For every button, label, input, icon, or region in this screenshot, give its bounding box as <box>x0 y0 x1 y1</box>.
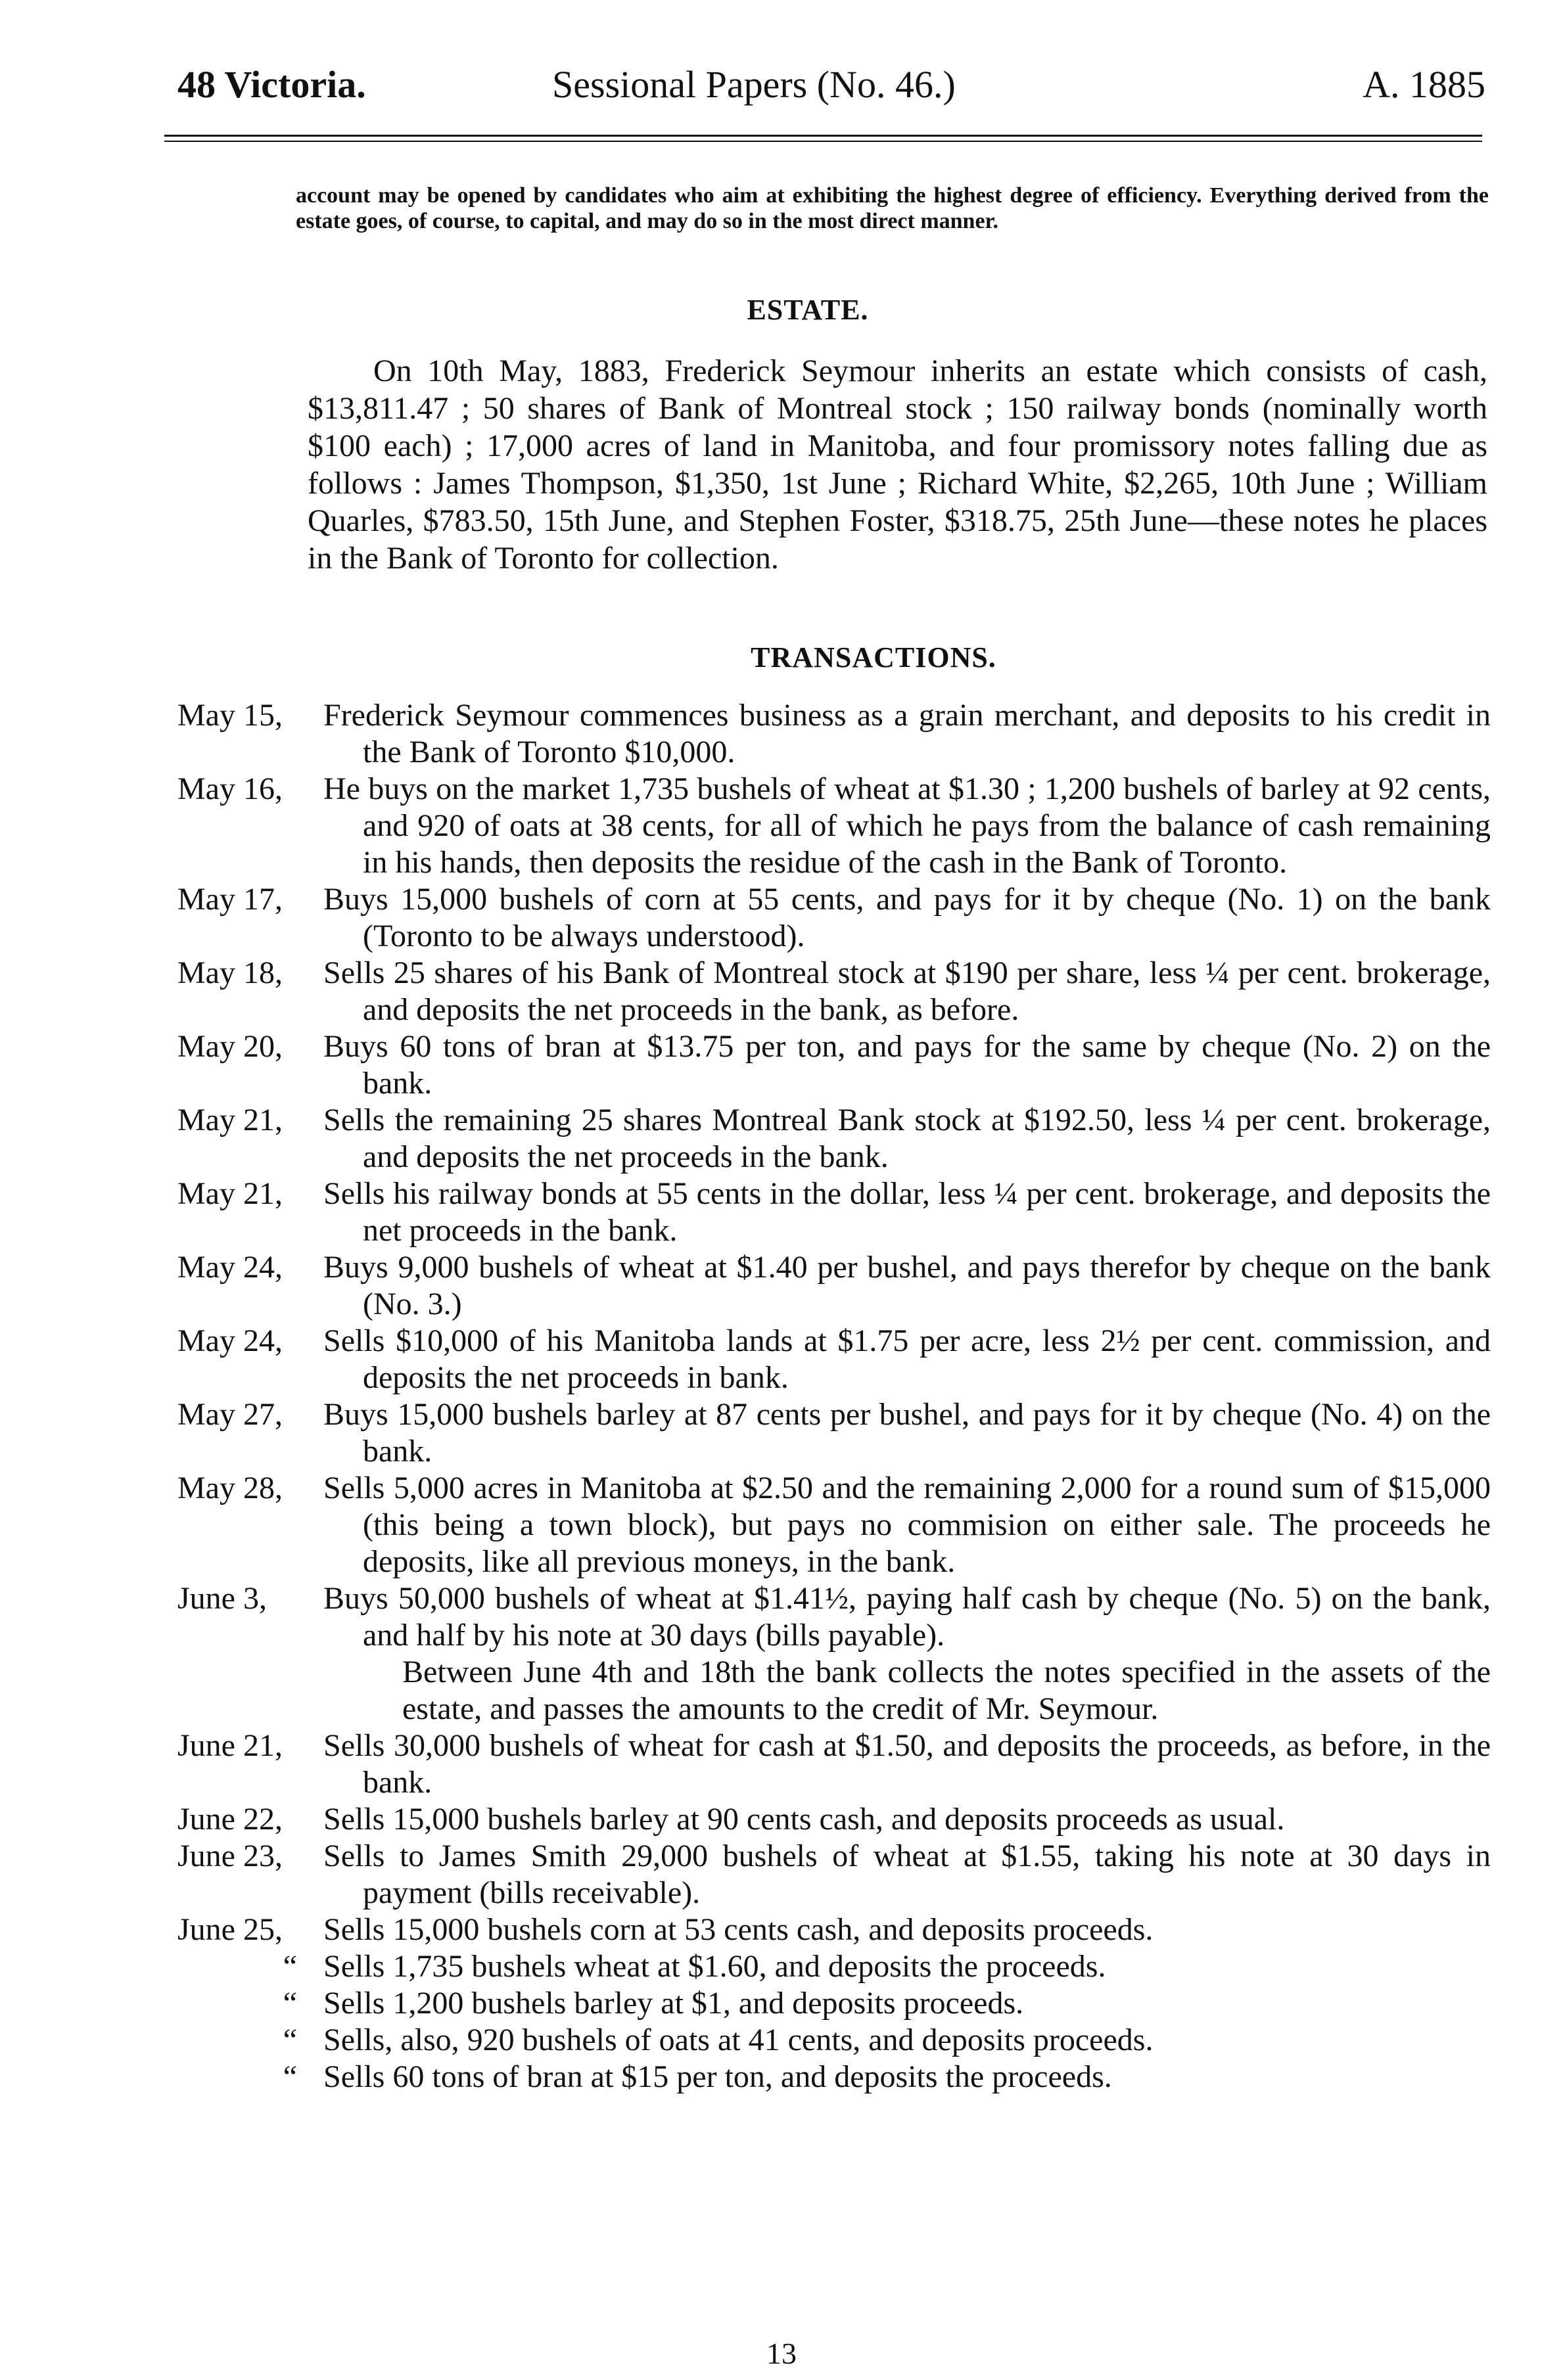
transaction-entry <box>177 771 1491 881</box>
entry-ditto-mark: “ <box>283 1949 297 1984</box>
entry-text: Sells $10,000 of his Manitoba lands at $1.75 per acre, less 2½ per cent. commission, and deposits the net proceeds in bank. <box>323 1323 1491 1395</box>
entry-date: June 25, <box>177 1912 283 1947</box>
entry-date: May 16, <box>177 771 283 806</box>
entry-date: May 20, <box>177 1029 283 1064</box>
transactions-heading: TRANSACTIONS. <box>751 641 996 674</box>
transaction-entry <box>177 881 1491 955</box>
entry-date: May 28, <box>177 1471 283 1505</box>
entry-text: Sells 15,000 bushels corn at 53 cents cash, and deposits proceeds. <box>323 1912 1154 1947</box>
transaction-entry <box>177 697 1491 771</box>
entry-text: Buys 15,000 bushels barley at 87 cents per bushel, and pays for it by cheque (No. 4) on the bank. <box>323 1397 1491 1469</box>
transaction-entry <box>177 1948 1491 1985</box>
entry-text: Buys 15,000 bushels of corn at 55 cents, and pays for it by cheque (No. 1) on the bank (Toronto to be always understood). <box>323 882 1491 953</box>
transaction-entry <box>177 1728 1491 1801</box>
estate-heading: ESTATE. <box>747 294 869 326</box>
entry-date: May 17, <box>177 882 283 917</box>
header-rule-top <box>164 135 1482 137</box>
entry-ditto-mark: “ <box>283 2059 297 2094</box>
transaction-entry <box>177 1985 1491 2022</box>
entry-text: Buys 9,000 bushels of wheat at $1.40 per bushel, and pays therefor by cheque on the bank (No. 3.) <box>323 1250 1491 1321</box>
entry-date: May 21, <box>177 1176 283 1211</box>
transaction-entry <box>177 1249 1491 1323</box>
estate-paragraph: On 10th May, 1883, Frederick Seymour inherits an estate which consists of cash, $13,811.47 ; 50 shares of Bank of Montreal stock ; 150 railway bonds (nominally worth $100 each) ; 17,000 acres of land in Manitoba, and four promissory notes falling due as follows : James Thompson, $1,350, 1st June ; Richard White, $2,265, 10th June ; William Quarles, $783.50, 15th June, and Stephen Foster, $318.75, 25th June—these notes he places in the Bank of Toronto for collection. <box>308 354 1487 576</box>
transaction-entry <box>177 1838 1491 1911</box>
entry-text: Sells his railway bonds at 55 cents in the dollar, less ¼ per cent. brokerage, and deposits the net proceeds in the bank. <box>323 1176 1491 1248</box>
transaction-entry <box>177 1028 1491 1102</box>
transaction-entry <box>177 1176 1491 1249</box>
entry-ditto-mark: “ <box>283 1986 297 2021</box>
entry-text: Sells, also, 920 bushels of oats at 41 cents, and deposits proceeds. <box>323 2023 1154 2057</box>
header-title: Sessional Papers (No. 46.) <box>552 63 956 106</box>
entry-text: Buys 60 tons of bran at $13.75 per ton, and pays for the same by cheque (No. 2) on the bank. <box>323 1029 1491 1101</box>
entry-text: Sells the remaining 25 shares Montreal Bank stock at $192.50, less ¼ per cent. brokerage, and deposits the net proceeds in the bank. <box>323 1103 1491 1174</box>
entry-text: Sells 15,000 bushels barley at 90 cents cash, and deposits proceeds as usual. <box>323 1802 1285 1837</box>
entry-text: He buys on the market 1,735 bushels of wheat at $1.30 ; 1,200 bushels of barley at 92 cents, and 920 of oats at 38 cents, for all of which he pays from the balance of cash remaining in his hands, then deposits the residue of the cash in the Bank of Toronto. <box>323 771 1491 880</box>
header-rule-bottom <box>164 141 1482 142</box>
entry-text: Sells 25 shares of his Bank of Montreal stock at $190 per share, less ¼ per cent. brokerage, and deposits the net proceeds in the bank, as before. <box>323 955 1491 1027</box>
entry-text: Frederick Seymour commences business as a grain merchant, and deposits to his credit in the Bank of Toronto $10,000. <box>323 698 1491 769</box>
entry-ditto-mark: “ <box>283 2023 297 2057</box>
entry-text: Sells to James Smith 29,000 bushels of wheat at $1.55, taking his note at 30 days in payment (bills receivable). <box>323 1839 1491 1910</box>
entry-date: May 21, <box>177 1103 283 1137</box>
transaction-entry <box>177 955 1491 1028</box>
transaction-entry <box>177 1396 1491 1470</box>
page-number: 13 <box>766 2337 797 2370</box>
transaction-entry <box>177 2059 1491 2095</box>
transaction-entry <box>177 1102 1491 1176</box>
transactions-list <box>177 697 1491 2095</box>
entry-date: May 15, <box>177 698 283 733</box>
header-year: A. 1885 <box>1363 63 1485 106</box>
entry-text: Sells 30,000 bushels of wheat for cash at $1.50, and deposits the proceeds, as before, in the bank. <box>323 1728 1491 1800</box>
transaction-entry <box>177 1911 1491 1948</box>
entry-text: Buys 50,000 bushels of wheat at $1.41½, paying half cash by cheque (No. 5) on the bank, and half by his note at 30 days (bills payable). <box>323 1581 1491 1653</box>
entry-date: May 18, <box>177 955 283 990</box>
entry-text: Sells 1,200 bushels barley at $1, and deposits proceeds. <box>323 1986 1024 2021</box>
page-header <box>177 62 1485 115</box>
transaction-entry <box>177 1801 1491 1838</box>
transaction-entry <box>177 1323 1491 1396</box>
entry-text: Sells 5,000 acres in Manitoba at $2.50 and the remaining 2,000 for a round sum of $15,000 (this being a town block), but pays no commision on either sale. The proceeds he deposits, like all previous moneys, in the bank. <box>323 1471 1491 1579</box>
intro-paragraph: account may be opened by candidates who aim at exhibiting the highest degree of efficiency. Everything derived from the estate goes, of course, to capital, and may do so in the most direct manner. <box>296 183 1489 233</box>
entry-date: June 21, <box>177 1728 283 1763</box>
entry-date: June 23, <box>177 1839 283 1873</box>
entry-date: June 3, <box>177 1581 267 1616</box>
entry-date: May 27, <box>177 1397 283 1432</box>
entry-date: May 24, <box>177 1250 283 1285</box>
entry-text: Sells 1,735 bushels wheat at $1.60, and deposits the proceeds. <box>323 1949 1106 1984</box>
entry-date: June 22, <box>177 1802 283 1837</box>
transaction-entry <box>177 2022 1491 2059</box>
transaction-entry <box>177 1580 1491 1654</box>
entry-text: Sells 60 tons of bran at $15 per ton, and deposits the proceeds. <box>323 2059 1112 2094</box>
transaction-entry <box>177 1470 1491 1580</box>
header-volume: 48 Victoria. <box>177 63 366 106</box>
bank-collection-note: Between June 4th and 18th the bank collects the notes specified in the assets of the estate, and passes the amounts to the credit of Mr. Seymour. <box>402 1655 1491 1726</box>
entry-date: May 24, <box>177 1323 283 1358</box>
